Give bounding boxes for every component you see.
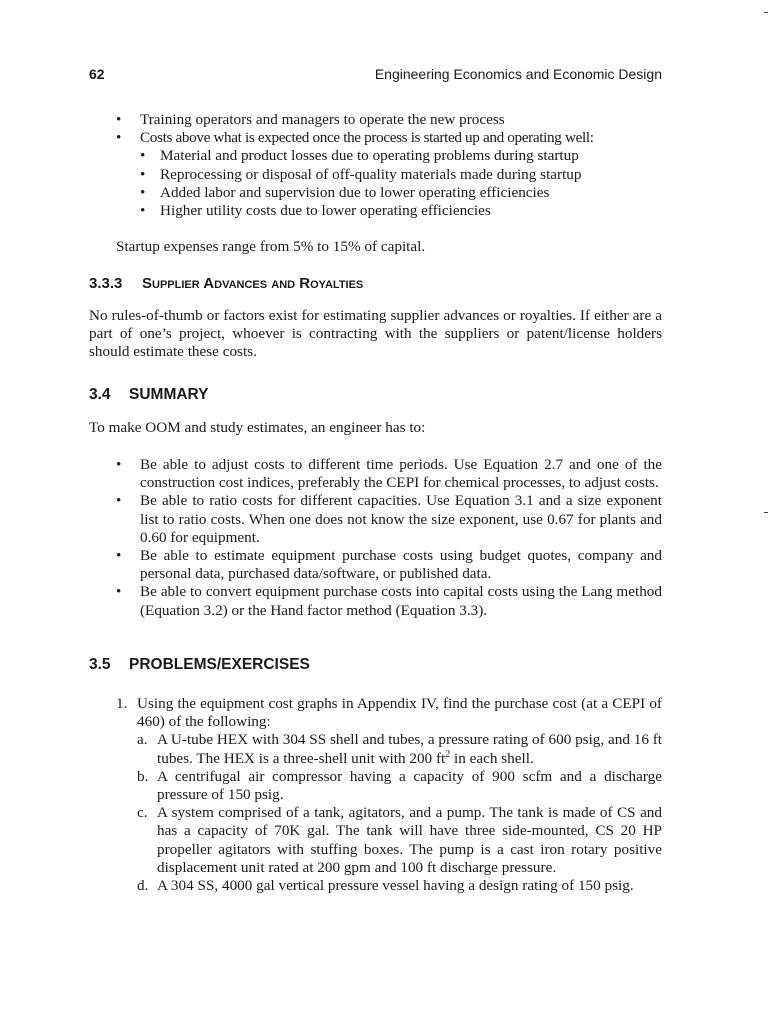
- part-text: A system comprised of a tank, agitators, and a pump. The tank is made of CS and has a capacity of 70K gal. The tank will have three side-mounted, CS 20 HP propeller agitators with stuffing boxes. The pump is a cast iron rotary positive displacement unit rated at 200 gpm and 100 ft discharge pressure.: [157, 804, 662, 876]
- part-text: A centrifugal air compressor having a capacity of 900 scfm and a discharge pressure of 150 psig.: [157, 767, 662, 804]
- sub-list-item: [89, 202, 662, 220]
- bullet-icon: •: [116, 492, 122, 510]
- scan-edge-mark: [764, 12, 768, 13]
- problems-list: [89, 695, 662, 895]
- section-number: 3.4: [89, 386, 111, 403]
- bullet-icon: •: [140, 147, 146, 165]
- section-number: 3.5: [89, 656, 111, 673]
- section-heading-3-5: [89, 656, 662, 674]
- bullet-icon: •: [116, 129, 122, 147]
- list-item: [89, 129, 662, 147]
- part-text: A U-tube HEX with 304 SS shell and tubes, a pressure rating of 600 psig, and 16 ft tubes. The HEX is a three-shell unit with 200 ft: [157, 731, 662, 767]
- sub-list-item-text: Added labor and supervision due to lower operating efficiencies: [160, 183, 550, 201]
- startup-cost-list: [89, 111, 662, 220]
- section-heading-3-4: [89, 386, 662, 404]
- part-label: d.: [137, 877, 149, 895]
- section-number: 3.3.3: [89, 275, 123, 292]
- bullet-icon: •: [140, 202, 146, 220]
- startup-expense-note: Startup expenses range from 5% to 15% of capital.: [116, 238, 426, 255]
- scan-edge-mark: [764, 512, 768, 513]
- list-item: [89, 547, 662, 583]
- problem-part: [137, 731, 662, 767]
- section-title: PROBLEMS/EXERCISES: [129, 656, 310, 673]
- list-item-text: Be able to estimate equipment purchase costs using budget quotes, company and personal data, purchased data/software, or published data.: [140, 547, 662, 583]
- section-title: SUMMARY: [129, 386, 209, 403]
- summary-list: [89, 456, 662, 620]
- superscript: 2: [445, 748, 451, 760]
- page-number: 62: [89, 66, 105, 82]
- bullet-icon: •: [140, 183, 146, 201]
- list-item-text: Be able to ratio costs for different capacities. Use Equation 3.1 and a size exponent list to ratio costs. When one does not know the size exponent, use 0.67 for plants and 0.60 for equipment.: [140, 492, 662, 546]
- bullet-icon: •: [116, 583, 122, 601]
- list-item-text: Be able to convert equipment purchase costs into capital costs using the Lang method (Equation 3.2) or the Hand factor method (Equation 3.3).: [140, 583, 662, 619]
- problem-number: 1.: [116, 695, 128, 712]
- sub-list-item-text: Reprocessing or disposal of off-quality materials made during startup: [160, 165, 582, 183]
- section-3-3-3-paragraph: No rules-of-thumb or factors exist for estimating supplier advances or royalties. If either are a part of one’s project, whoever is contracting with the suppliers or patent/license holders should estimate these costs.: [89, 307, 662, 361]
- problem-item: [89, 695, 662, 895]
- list-item: [89, 111, 662, 129]
- running-head: [89, 65, 662, 85]
- part-text-end: in each shell.: [450, 749, 534, 767]
- list-item: [89, 456, 662, 492]
- part-label: a.: [137, 731, 148, 749]
- summary-intro: To make OOM and study estimates, an engineer has to:: [89, 419, 426, 436]
- bullet-icon: •: [140, 165, 146, 183]
- sub-list-item: [89, 147, 662, 165]
- book-title: Engineering Economics and Economic Design: [374, 66, 662, 82]
- list-item: [89, 492, 662, 547]
- section-title: Supplier Advances and Royalties: [142, 275, 364, 292]
- list-item: [89, 583, 662, 619]
- part-label: b.: [137, 767, 149, 785]
- bullet-icon: •: [116, 456, 122, 473]
- section-heading-3-3-3: [89, 275, 662, 293]
- bullet-icon: •: [116, 547, 122, 565]
- sub-list-item-text: Higher utility costs due to lower operating efficiencies: [160, 202, 491, 220]
- sub-list-item: [89, 166, 662, 184]
- part-label: c.: [137, 804, 148, 822]
- list-item-text: Be able to adjust costs to different time periods. Use Equation 2.7 and one of the construction cost indices, preferably the CEPI for chemical processes, to adjust costs.: [140, 456, 662, 492]
- sub-list-item-text: Material and product losses due to operating problems during startup: [160, 147, 579, 165]
- problem-part: [137, 877, 662, 895]
- list-item-text: Costs above what is expected once the process is started up and operating well:: [140, 129, 594, 147]
- problem-part: [137, 804, 662, 877]
- sub-list-item: [89, 184, 662, 202]
- problem-part: [137, 768, 662, 804]
- bullet-icon: •: [116, 111, 122, 128]
- list-item-text: Training operators and managers to operate the new process: [140, 111, 505, 128]
- problem-text: Using the equipment cost graphs in Appendix IV, find the purchase cost (at a CEPI of 460) of the following:: [137, 695, 662, 731]
- part-text: A 304 SS, 4000 gal vertical pressure vessel having a design rating of 150 psig.: [157, 877, 634, 895]
